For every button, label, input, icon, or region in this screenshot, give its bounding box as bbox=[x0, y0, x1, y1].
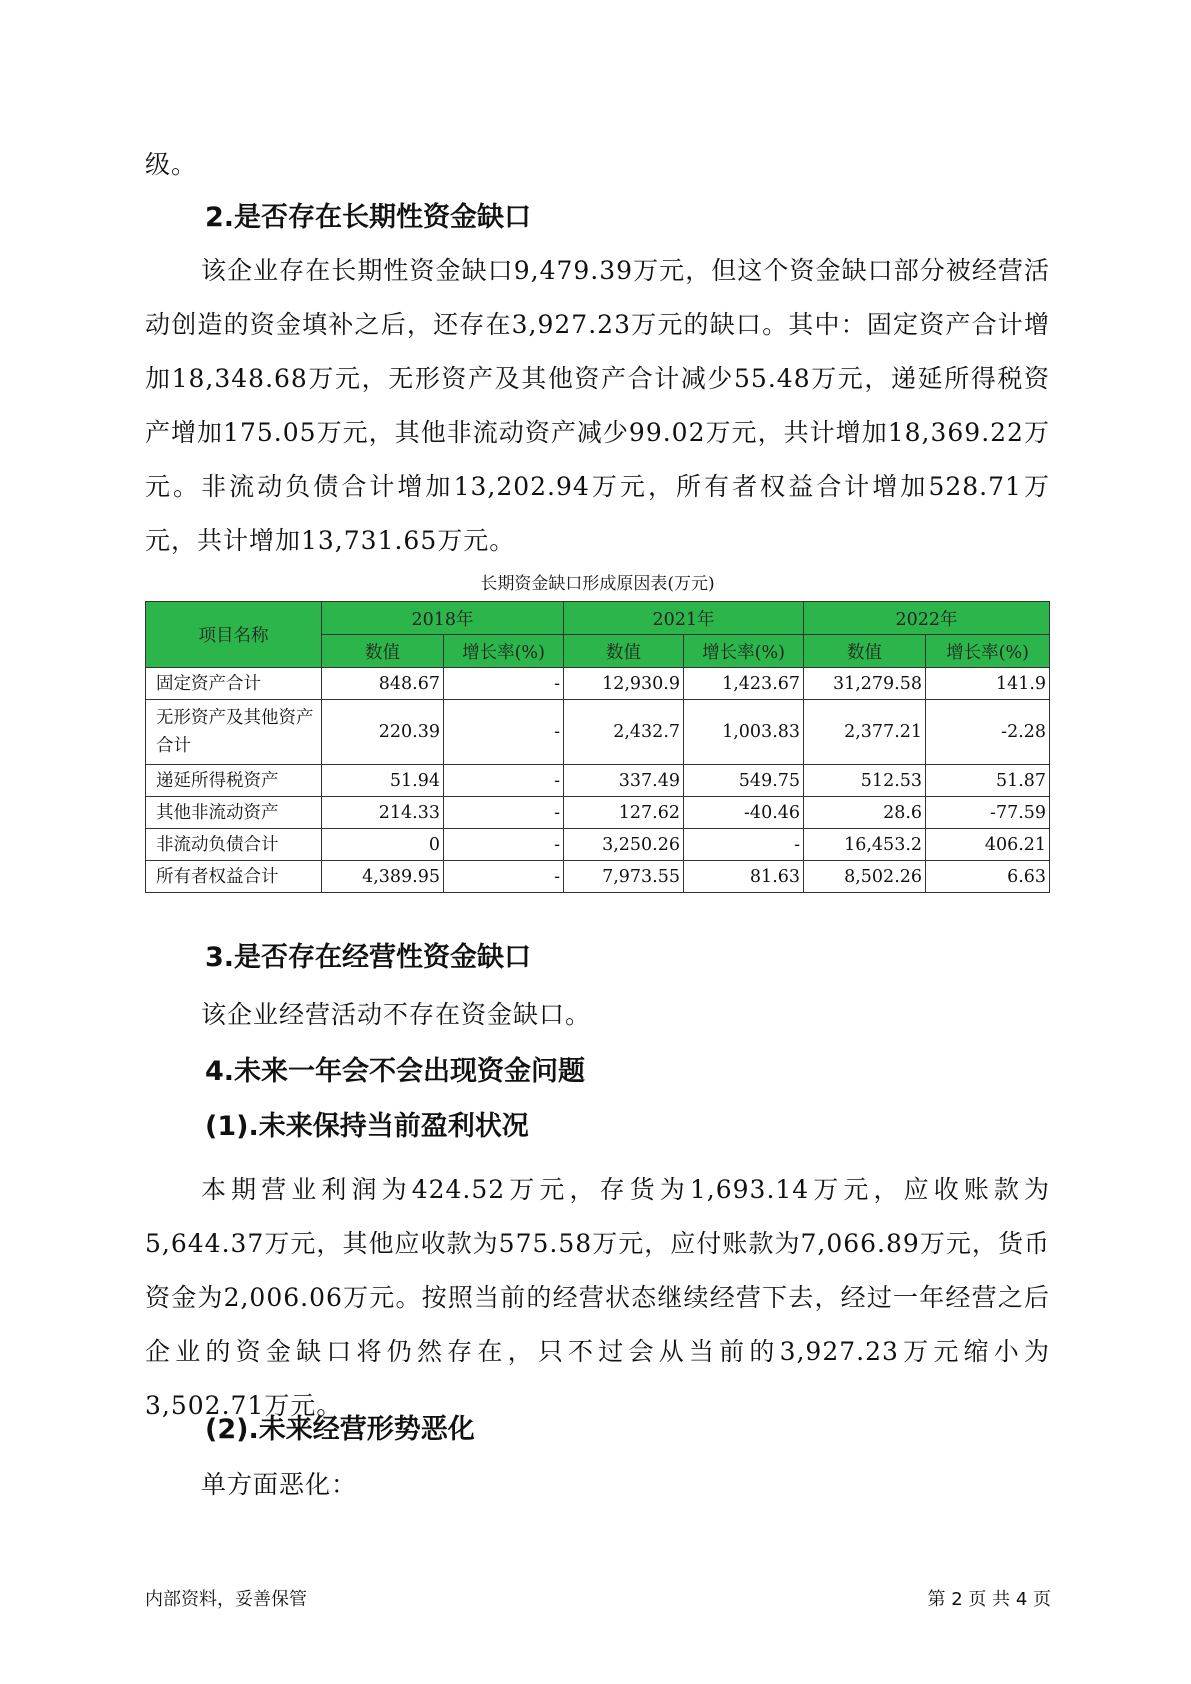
section2-heading: 2.是否存在长期性资金缺口 bbox=[205, 202, 532, 233]
growth-subheader: 增长率(%) bbox=[926, 635, 1050, 668]
item-name-header: 项目名称 bbox=[146, 602, 322, 668]
table-row bbox=[146, 668, 1050, 700]
value-subheader: 数值 bbox=[804, 635, 926, 668]
row-name: 非流动负债合计 bbox=[146, 829, 322, 861]
table-cell: -77.59 bbox=[926, 797, 1050, 829]
row-name: 其他非流动资产 bbox=[146, 797, 322, 829]
table-cell: 81.63 bbox=[684, 861, 804, 893]
table-cell: 512.53 bbox=[804, 765, 926, 797]
table-cell: - bbox=[444, 700, 564, 765]
table-row bbox=[146, 797, 1050, 829]
section4-sub2-heading: (2).未来经营形势恶化 bbox=[205, 1414, 475, 1445]
table-cell: 2,377.21 bbox=[804, 700, 926, 765]
value-subheader: 数值 bbox=[564, 635, 684, 668]
table-cell: 2,432.7 bbox=[564, 700, 684, 765]
table-cell: 848.67 bbox=[322, 668, 444, 700]
table-row bbox=[146, 861, 1050, 893]
table-cell: 337.49 bbox=[564, 765, 684, 797]
growth-subheader: 增长率(%) bbox=[444, 635, 564, 668]
table-cell: - bbox=[444, 861, 564, 893]
year-header-2022: 2022年 bbox=[804, 602, 1050, 635]
table-cell: 51.87 bbox=[926, 765, 1050, 797]
footer-confidential-note: 内部资料，妥善保管 bbox=[145, 1589, 307, 1610]
table-cell: 12,930.9 bbox=[564, 668, 684, 700]
row-name: 递延所得税资产 bbox=[146, 765, 322, 797]
table-row bbox=[146, 829, 1050, 861]
table-cell: 16,453.2 bbox=[804, 829, 926, 861]
table-cell: 406.21 bbox=[926, 829, 1050, 861]
table-cell: 1,423.67 bbox=[684, 668, 804, 700]
value-subheader: 数值 bbox=[322, 635, 444, 668]
table-cell: 4,389.95 bbox=[322, 861, 444, 893]
table-caption: 长期资金缺口形成原因表(万元) bbox=[480, 574, 715, 594]
long-term-gap-table bbox=[145, 601, 1050, 893]
table-cell: 220.39 bbox=[322, 700, 444, 765]
year-header-2018: 2018年 bbox=[322, 602, 564, 635]
table-cell: 51.94 bbox=[322, 765, 444, 797]
growth-subheader: 增长率(%) bbox=[684, 635, 804, 668]
table-cell: -40.46 bbox=[684, 797, 804, 829]
table-cell: - bbox=[444, 765, 564, 797]
table-cell: 127.62 bbox=[564, 797, 684, 829]
table-cell: 8,502.26 bbox=[804, 861, 926, 893]
table-cell: -2.28 bbox=[926, 700, 1050, 765]
section3-heading: 3.是否存在经营性资金缺口 bbox=[205, 942, 532, 973]
table-cell: 28.6 bbox=[804, 797, 926, 829]
section4-sub1-paragraph: 本期营业利润为424.52万元，存货为1,693.14万元，应收账款为5,644.37万元，其他应收款为575.58万元，应付账款为7,066.89万元，货币资金为2,006.06万元。按照当前的经营状态继续经营下去，经过一年经营之后企业的资金缺口将仍然存在，只不过会从当前的3,927.23万元缩小为3,502.71万元。 bbox=[145, 1175, 1050, 1420]
footer-page-number: 第 2 页 共 4 页 bbox=[927, 1589, 1051, 1610]
section2-paragraph: 该企业存在长期性资金缺口9,479.39万元，但这个资金缺口部分被经营活动创造的资金填补之后，还存在3,927.23万元的缺口。其中：固定资产合计增加18,348.68万元，无形资产及其他资产合计减少55.48万元，递延所得税资产增加175.05万元，其他非流动资产减少99.02万元，共计增加18,369.22万元。非流动负债合计增加13,202.94万元，所有者权益合计增加528.71万元，共计增加13,731.65万元。 bbox=[145, 256, 1050, 555]
section3-paragraph: 该企业经营活动不存在资金缺口。 bbox=[201, 1000, 592, 1029]
table-cell: 214.33 bbox=[322, 797, 444, 829]
section4-heading: 4.未来一年会不会出现资金问题 bbox=[205, 1056, 586, 1087]
table-cell: 1,003.83 bbox=[684, 700, 804, 765]
table-cell: 0 bbox=[322, 829, 444, 861]
table-cell: 7,973.55 bbox=[564, 861, 684, 893]
table-cell: 31,279.58 bbox=[804, 668, 926, 700]
table-cell: 6.63 bbox=[926, 861, 1050, 893]
table-cell: 549.75 bbox=[684, 765, 804, 797]
table-cell: 3,250.26 bbox=[564, 829, 684, 861]
table-row bbox=[146, 700, 1050, 765]
year-header-2021: 2021年 bbox=[564, 602, 804, 635]
row-name: 所有者权益合计 bbox=[146, 861, 322, 893]
row-name: 固定资产合计 bbox=[146, 668, 322, 700]
table-row bbox=[146, 765, 1050, 797]
table-cell: - bbox=[444, 668, 564, 700]
table-cell: - bbox=[444, 797, 564, 829]
table-cell: - bbox=[684, 829, 804, 861]
section4-sub2-paragraph: 单方面恶化： bbox=[201, 1470, 358, 1499]
table-cell: 141.9 bbox=[926, 668, 1050, 700]
table-cell: - bbox=[444, 829, 564, 861]
intro-fragment: 级。 bbox=[145, 150, 198, 179]
row-name: 无形资产及其他资产合计 bbox=[146, 700, 322, 765]
section4-sub1-heading: (1).未来保持当前盈利状况 bbox=[205, 1111, 529, 1142]
